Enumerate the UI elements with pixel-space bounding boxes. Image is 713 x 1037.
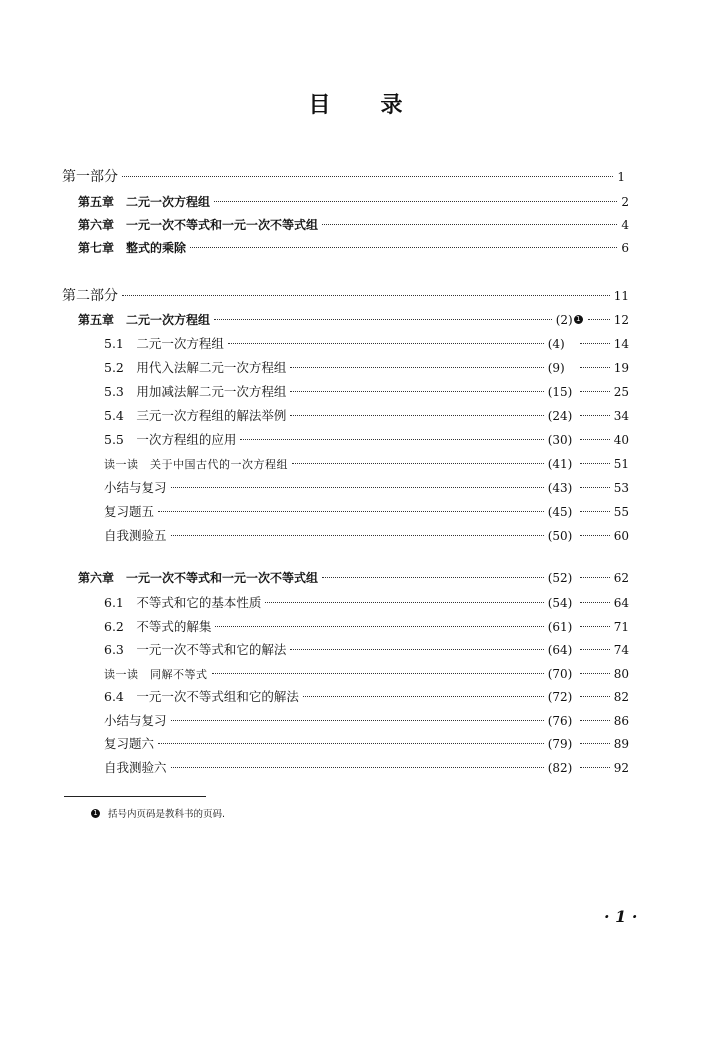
toc-section[interactable] bbox=[0, 759, 713, 777]
toc-section-label: 5.4 三元一次方程组的解法举例 bbox=[104, 408, 287, 423]
dot-leader bbox=[190, 247, 617, 248]
dot-leader bbox=[580, 743, 610, 744]
dot-leader bbox=[580, 463, 610, 464]
toc-section[interactable] bbox=[0, 527, 713, 545]
toc-section-label: 复习题六 bbox=[104, 736, 155, 751]
toc-section-label: 5.1 二元一次方程组 bbox=[104, 336, 224, 351]
toc-section[interactable] bbox=[0, 641, 713, 659]
dot-leader bbox=[171, 767, 544, 768]
dot-leader bbox=[580, 673, 610, 674]
toc-page-number: 40 bbox=[613, 433, 629, 447]
dot-leader bbox=[265, 602, 543, 603]
dot-leader bbox=[580, 577, 610, 578]
toc-page-number: 12 bbox=[613, 313, 629, 327]
dot-leader bbox=[158, 511, 544, 512]
textbook-page-number: (4) bbox=[547, 337, 565, 351]
dot-leader bbox=[588, 319, 610, 320]
toc-chapter[interactable] bbox=[0, 569, 713, 587]
toc-section[interactable] bbox=[0, 688, 713, 706]
dot-leader bbox=[290, 415, 543, 416]
textbook-page-number: (2) 1 bbox=[556, 311, 584, 329]
dot-leader bbox=[580, 649, 610, 650]
toc-section[interactable] bbox=[0, 455, 713, 473]
toc-section[interactable] bbox=[0, 479, 713, 497]
toc-section[interactable] bbox=[0, 618, 713, 636]
toc-section-label: 读一读 同解不等式 bbox=[104, 667, 208, 681]
toc-page-number: 19 bbox=[613, 361, 629, 375]
toc-chapter-label: 第六章 一元一次不等式和一元一次不等式组 bbox=[78, 571, 319, 585]
textbook-page-number: (43) bbox=[547, 481, 573, 495]
toc-section-label: 自我测验五 bbox=[104, 528, 167, 543]
toc-chapter[interactable] bbox=[0, 216, 713, 234]
toc-part-label: 第二部分 bbox=[62, 288, 118, 304]
toc-section[interactable] bbox=[0, 383, 713, 401]
textbook-page-number: (54) bbox=[547, 596, 573, 610]
toc-page-number: 53 bbox=[613, 481, 629, 495]
footnote-text: 括号内页码是教科书的页码. bbox=[108, 809, 226, 820]
dot-leader bbox=[122, 176, 613, 177]
toc-page-number: 4 bbox=[621, 218, 629, 232]
toc-section-label: 小结与复习 bbox=[104, 480, 167, 495]
toc-part-label: 第一部分 bbox=[62, 169, 118, 185]
toc-chapter[interactable] bbox=[0, 193, 713, 211]
dot-leader bbox=[580, 487, 610, 488]
toc-section[interactable] bbox=[0, 503, 713, 521]
toc-chapter-label: 第七章 整式的乘除 bbox=[78, 241, 187, 255]
toc-chapter[interactable] bbox=[0, 239, 713, 257]
title-char-2: 录 bbox=[380, 93, 405, 118]
toc-section-label: 复习题五 bbox=[104, 504, 155, 519]
toc-page-number: 80 bbox=[613, 666, 629, 681]
dot-leader bbox=[228, 343, 544, 344]
dot-leader bbox=[580, 767, 610, 768]
dot-leader bbox=[580, 439, 610, 440]
toc-chapter[interactable] bbox=[0, 311, 713, 329]
toc-page-number: 2 bbox=[621, 195, 629, 209]
toc-chapter-label: 第五章 二元一次方程组 bbox=[78, 313, 211, 327]
toc-page-number: 89 bbox=[613, 737, 629, 751]
title-char-1: 目 bbox=[308, 93, 333, 118]
dot-leader bbox=[322, 224, 617, 225]
page-title bbox=[0, 88, 713, 119]
toc-section-label: 5.3 用加减法解二元一次方程组 bbox=[104, 384, 287, 399]
dot-leader bbox=[580, 602, 610, 603]
toc-section-label: 6.1 不等式和它的基本性质 bbox=[104, 595, 262, 610]
textbook-page-number: (9) bbox=[547, 361, 565, 375]
toc-part-1[interactable] bbox=[0, 168, 713, 186]
dot-leader bbox=[240, 439, 543, 440]
textbook-page-number: (70) bbox=[547, 666, 573, 681]
dot-leader bbox=[212, 673, 544, 674]
toc-page-number: 11 bbox=[613, 289, 629, 303]
toc-section-label: 6.3 一元一次不等式和它的解法 bbox=[104, 642, 287, 657]
dot-leader bbox=[580, 720, 610, 721]
toc-page-number: 34 bbox=[613, 409, 629, 423]
toc-section[interactable] bbox=[0, 335, 713, 353]
toc-page-number: 64 bbox=[613, 596, 629, 610]
toc-page-number: 62 bbox=[613, 571, 629, 585]
dot-leader bbox=[322, 577, 544, 578]
toc-page-number: 71 bbox=[613, 619, 629, 634]
dot-leader bbox=[580, 415, 610, 416]
toc-page-number: 51 bbox=[613, 457, 629, 471]
toc-page-number: 74 bbox=[613, 643, 629, 657]
dot-leader bbox=[171, 487, 544, 488]
dot-leader bbox=[122, 295, 610, 296]
toc-page-number: 92 bbox=[613, 760, 629, 775]
toc-page-number: 60 bbox=[613, 529, 629, 543]
toc-section[interactable] bbox=[0, 735, 713, 753]
dot-leader bbox=[580, 696, 610, 697]
toc-section-label: 读一读 关于中国古代的一次方程组 bbox=[104, 458, 288, 471]
footnote-rule bbox=[64, 796, 206, 797]
toc-section-label: 5.5 一次方程组的应用 bbox=[104, 432, 237, 447]
footnote-marker: 1 bbox=[91, 809, 100, 818]
dot-leader bbox=[290, 391, 543, 392]
dot-leader bbox=[214, 201, 617, 202]
toc-page-number: 6 bbox=[621, 241, 629, 255]
toc-section-label: 自我测验六 bbox=[104, 759, 167, 775]
textbook-page-number: (15) bbox=[547, 385, 573, 399]
dot-leader bbox=[580, 391, 610, 392]
dot-leader bbox=[580, 367, 610, 368]
textbook-page-number: (52) bbox=[547, 571, 573, 585]
footnote bbox=[90, 806, 225, 820]
toc-page-number: 1 bbox=[617, 170, 625, 184]
dot-leader bbox=[303, 696, 544, 697]
toc-chapter-label: 第六章 一元一次不等式和一元一次不等式组 bbox=[78, 218, 319, 232]
toc-part-2[interactable] bbox=[0, 287, 713, 305]
textbook-page-number: (64) bbox=[547, 643, 573, 657]
toc-section[interactable] bbox=[0, 359, 713, 377]
textbook-page-number: (45) bbox=[547, 505, 573, 519]
dot-leader bbox=[290, 649, 543, 650]
textbook-page-number: (72) bbox=[547, 690, 573, 704]
textbook-page-number: (30) bbox=[547, 433, 573, 447]
toc-page-number: 14 bbox=[613, 337, 629, 351]
dot-leader bbox=[171, 720, 544, 721]
dot-leader bbox=[214, 319, 552, 320]
textbook-page-number: (76) bbox=[547, 713, 573, 728]
textbook-page-number: (79) bbox=[547, 737, 573, 751]
toc-page-number: 55 bbox=[613, 505, 629, 519]
dot-leader bbox=[171, 535, 544, 536]
toc-section[interactable] bbox=[0, 594, 713, 612]
toc-section[interactable] bbox=[0, 431, 713, 449]
toc-section[interactable] bbox=[0, 407, 713, 425]
dot-leader bbox=[580, 511, 610, 512]
dot-leader bbox=[215, 626, 543, 627]
page-number: · 1 · bbox=[604, 907, 638, 926]
toc-page-number: 25 bbox=[613, 385, 629, 399]
textbook-page-number: (61) bbox=[547, 619, 573, 634]
toc-section-label: 6.2 不等式的解集 bbox=[104, 618, 212, 634]
dot-leader bbox=[290, 367, 543, 368]
footnote-marker: 1 bbox=[574, 315, 583, 324]
textbook-page-number: (41) bbox=[547, 457, 573, 471]
dot-leader bbox=[292, 463, 544, 464]
toc-page-number: 82 bbox=[613, 690, 629, 704]
dot-leader bbox=[580, 535, 610, 536]
textbook-page-number: (82) bbox=[547, 760, 573, 775]
toc-section[interactable] bbox=[0, 665, 713, 683]
dot-leader bbox=[580, 343, 610, 344]
textbook-page-number: (24) bbox=[547, 409, 573, 423]
dot-leader bbox=[580, 626, 610, 627]
toc-page-number: 86 bbox=[613, 713, 629, 728]
toc-section-label: 6.4 一元一次不等式组和它的解法 bbox=[104, 689, 299, 704]
toc-section[interactable] bbox=[0, 712, 713, 730]
toc-section-label: 小结与复习 bbox=[104, 712, 167, 728]
dot-leader bbox=[158, 743, 544, 744]
toc-chapter-label: 第五章 二元一次方程组 bbox=[78, 195, 211, 209]
textbook-page-number: (50) bbox=[547, 529, 573, 543]
toc-section-label: 5.2 用代入法解二元一次方程组 bbox=[104, 360, 287, 375]
